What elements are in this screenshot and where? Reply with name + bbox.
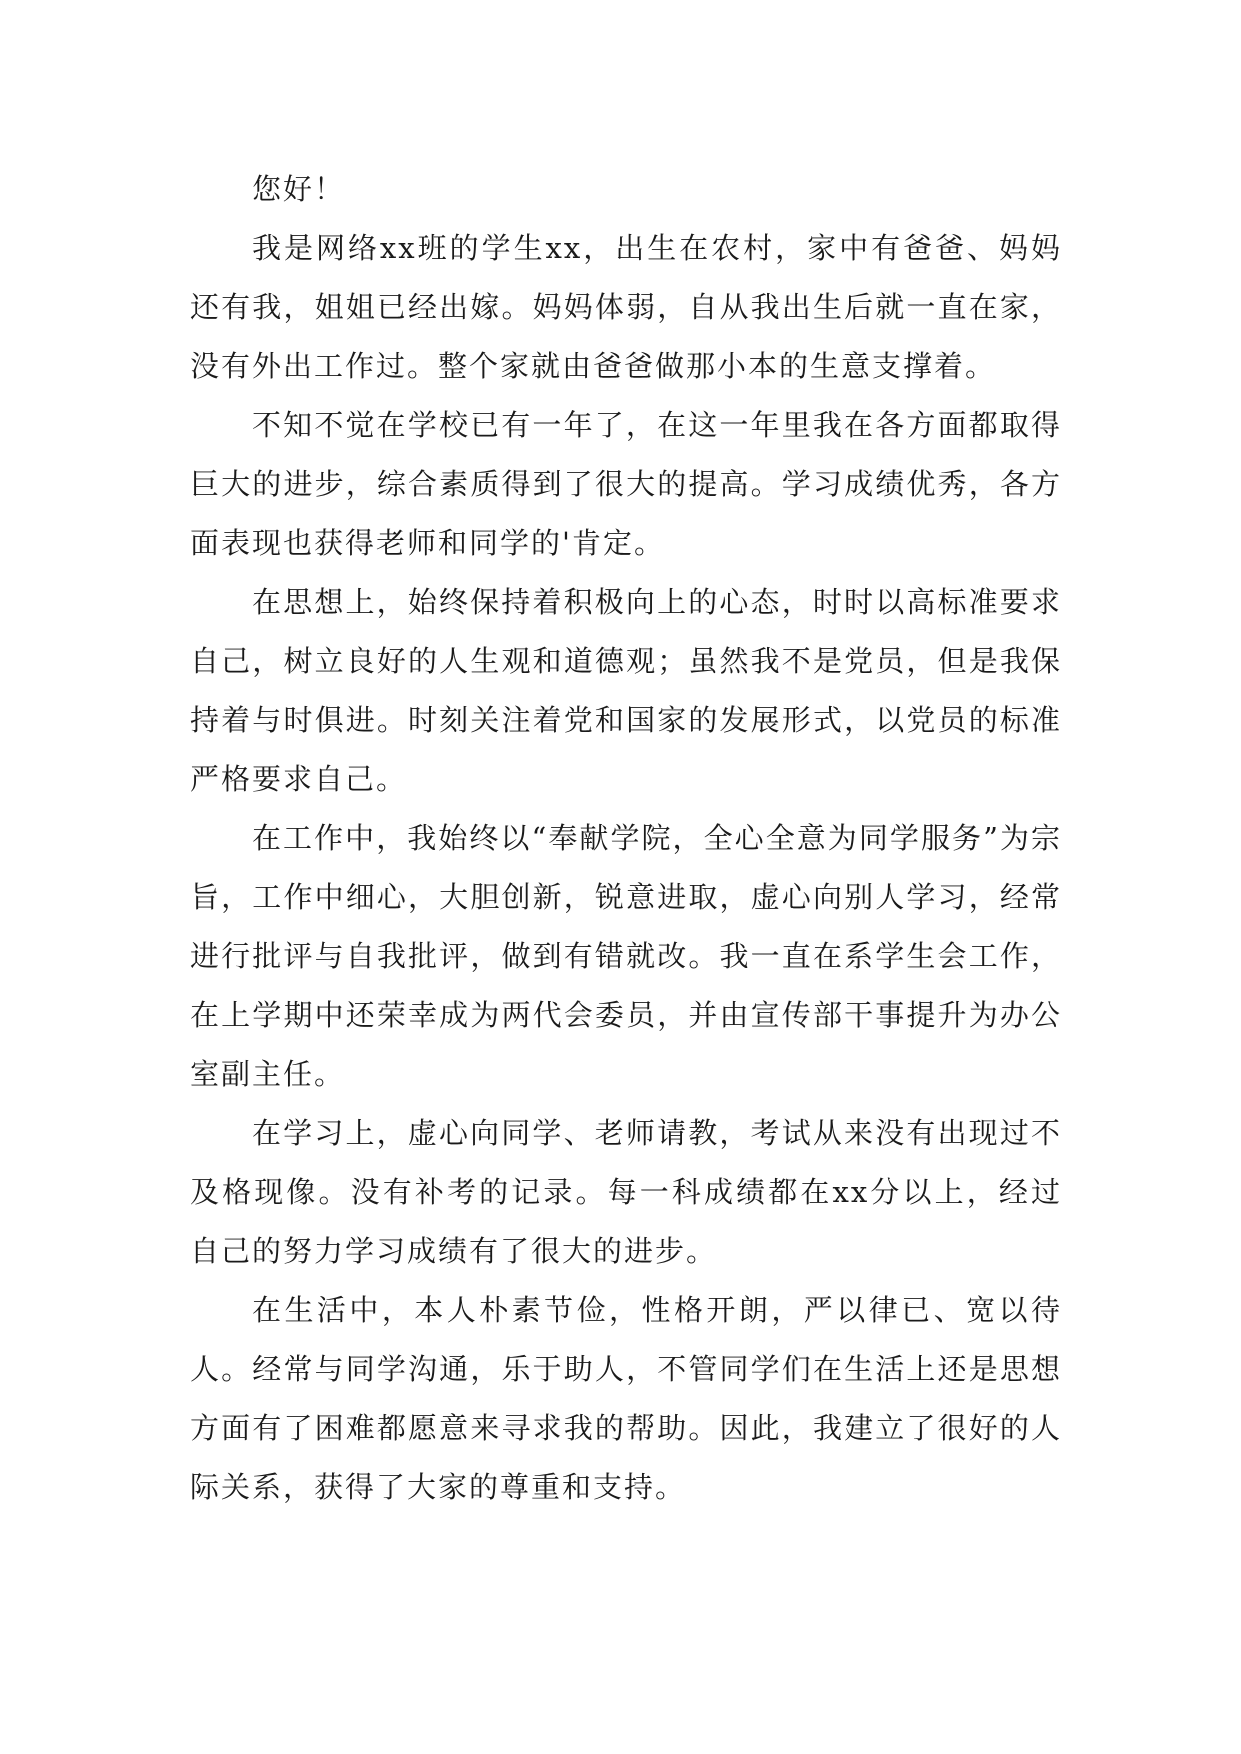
paragraph-life: 在生活中，本人朴素节俭，性格开朗，严以律已、宽以待人。经常与同学沟通，乐于助人，不管同学们在生活上还是思想方面有了困难都愿意来寻求我的帮助。因此，我建立了很好的人际关系，获得了大家的尊重和支持。 [190,1293,1062,1504]
greeting: 您好！ [252,172,346,206]
paragraph-thought: 在思想上，始终保持着积极向上的心态，时时以高标准要求自己，树立良好的人生观和道德观；虽然我不是党员，但是我保持着与时俱进。时刻关注着党和国家的发展形式，以党员的标准严格要求自己。 [190,585,1062,796]
paragraph-work: 在工作中，我始终以“奉献学院，全心全意为同学服务”为宗旨，工作中细心，大胆创新，锐意进取，虚心向别人学习，经常进行批评与自我批评，做到有错就改。我一直在系学生会工作，在上学期中还荣幸成为两代会委员，并由宣传部干事提升为办公室副主任。 [190,821,1062,1091]
paragraph-family: 我是网络xx班的学生xx，出生在农村，家中有爸爸、妈妈还有我，姐姐已经出嫁。妈妈体弱，自从我出生后就一直在家，没有外出工作过。整个家就由爸爸做那小本的生意支撑着。 [190,231,1062,383]
paragraph-overview: 不知不觉在学校已有一年了，在这一年里我在各方面都取得巨大的进步，综合素质得到了很大的提高。学习成绩优秀，各方面表现也获得老师和同学的'肯定。 [190,408,1062,560]
document-body [190,160,1062,1517]
paragraph-study: 在学习上，虚心向同学、老师请教，考试从来没有出现过不及格现像。没有补考的记录。每一科成绩都在xx分以上，经过自己的努力学习成绩有了很大的进步。 [190,1116,1062,1268]
